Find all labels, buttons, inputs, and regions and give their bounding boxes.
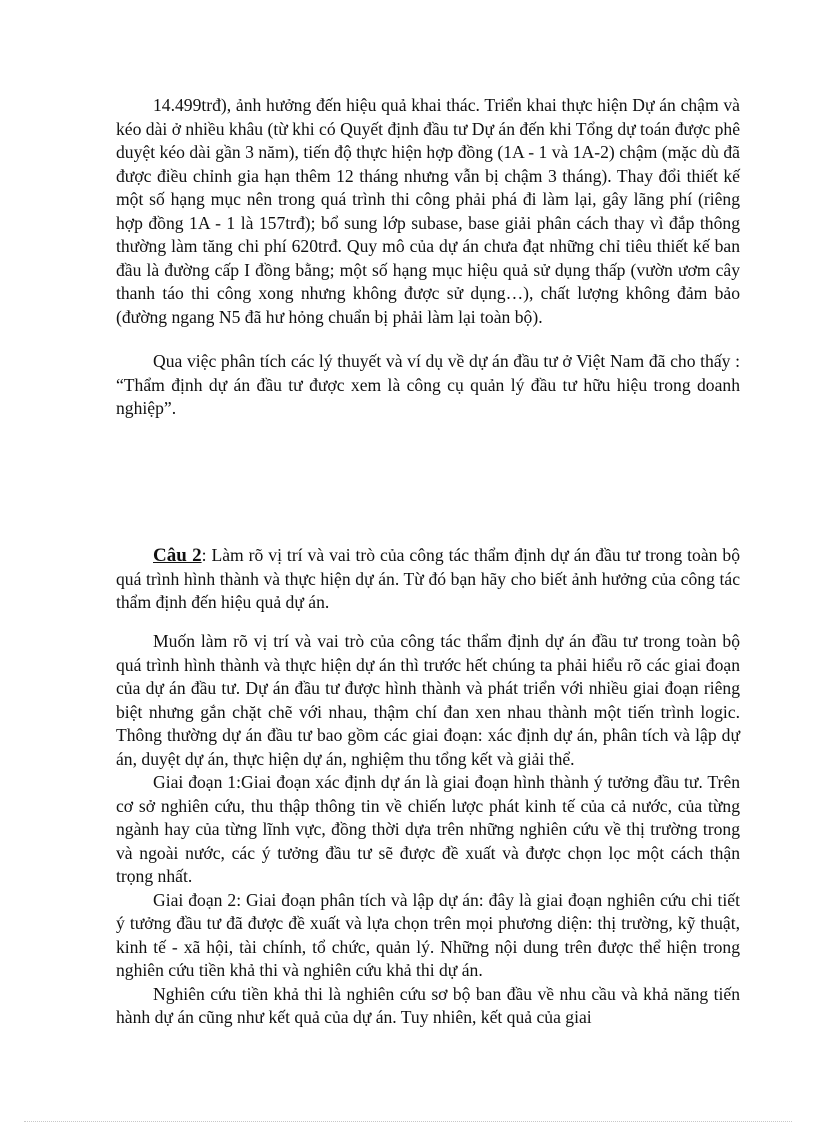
body-section — [116, 630, 740, 1030]
page-bottom-divider — [24, 1121, 792, 1122]
question-section — [116, 544, 740, 615]
question-paragraph — [116, 544, 740, 615]
question-text: : Làm rõ vị trí và vai trò của công tác thẩm định dự án đầu tư trong toàn bộ quá trình hình thành và thực hiện dự án. Từ đó bạn hãy cho biết ảnh hưởng của công tác thẩm định đến hiệu quả dự án. — [116, 545, 740, 612]
top-paragraph: 14.499trđ), ảnh hưởng đến hiệu quả khai thác. Triển khai thực hiện Dự án chậm và kéo dài ở nhiều khâu (từ khi có Quyết định đầu tư Dự án đến khi Tổng dự toán được phê duyệt kéo dài gần 3 năm), tiến độ thực hiện hợp đồng (1A - 1 và 1A-2) chậm (mặc dù đã được điều chỉnh gia hạn thêm 12 tháng nhưng vẫn bị chậm 3 tháng). Thay đổi thiết kế một số hạng mục nên trong quá trình thi công phải phá đi làm lại, gây lãng phí (riêng hợp đồng 1A - 1 là 157trđ); bổ sung lớp subase, base giải phân cách thay vì đắp thông thường làm tăng chi phí 620trđ. Quy mô của dự án chưa đạt những chỉ tiêu thiết kế ban đầu là đường cấp I đồng bằng; một số hạng mục hiệu quả sử dụng thấp (vườn ươm cây thanh táo thi công xong nhưng không được sử dụng…), chất lượng không đảm bảo (đường ngang N5 đã hư hỏng chuẩn bị phải làm lại toàn bộ). — [116, 95, 740, 327]
conclusion-paragraph: Qua việc phân tích các lý thuyết và ví dụ về dự án đầu tư ở Việt Nam đã cho thấy : “Thẩm định dự án đầu tư được xem là công cụ quản lý đầu tư hữu hiệu trong doanh nghiệp”. — [116, 351, 740, 418]
body-paragraph: Giai đoạn 2: Giai đoạn phân tích và lập dự án: đây là giai đoạn nghiên cứu chi tiết ý tưởng đầu tư đã được đề xuất và lựa chọn trên mọi phương diện: thị trường, kỹ thuật, kinh tế - xã hội, tài chính, tổ chức, quản lý. Những nội dung trên được thể hiện trong nghiên cứu tiền khả thi và nghiên cứu khả thi dự án. — [116, 889, 740, 980]
body-paragraph: Muốn làm rõ vị trí và vai trò của công tác thẩm định dự án đầu tư trong toàn bộ quá trình hình thành và thực hiện dự án thì trước hết chúng ta phải hiểu rõ các giai đoạn của dự án đầu tư. Dự án đầu tư được hình thành và phát triển với nhiều giai đoạn riêng biệt nhưng gắn chặt chẽ với nhau, thậm chí đan xen nhau thành một tiến trình logic. Thông thường dự án đầu tư bao gồm các giai đoạn: xác định dự án, phân tích và lập dự án, duyệt dự án, thực hiện dự án, nghiệm thu tổng kết và giải thể. — [116, 631, 740, 769]
body-paragraph: Nghiên cứu tiền khả thi là nghiên cứu sơ bộ ban đầu về nhu cầu và khả năng tiến hành dự án cũng như kết quả của dự án. Tuy nhiên, kết quả của giai — [116, 983, 740, 1027]
body-paragraph: Giai đoạn 1:Giai đoạn xác định dự án là giai đoạn hình thành ý tưởng đầu tư. Trên cơ sở nghiên cứu, thu thập thông tin về chiến lược phát kinh tế của cả nước, của từng ngành hay của từng lĩnh vực, đồng thời dựa trên những nghiên cứu về thị trường trong và ngoài nước, các ý tưởng đầu tư sẽ được đề xuất và được chọn lọc một cách thận trọng nhất. — [116, 772, 740, 886]
question-label: Câu 2 — [153, 545, 202, 566]
conclusion-section — [116, 350, 740, 421]
top-section — [116, 94, 740, 329]
